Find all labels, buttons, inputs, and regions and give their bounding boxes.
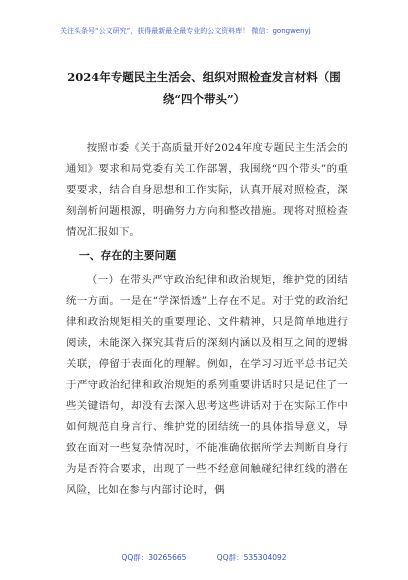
document-title: 2024年专题民主生活会、组织对照检查发言材料（围绕“四个带头”） bbox=[67, 70, 341, 106]
header-promo-note: 关注头条号“公文研究”，获得最新最全最专业的公文资料库！ 微信：gongwenyj bbox=[60, 27, 311, 35]
intro-paragraph: 按照市委《关于高质量开好2024年度专题民主生活会的通知》要求和局党委有关工作部署，我围绕“四个带头”的重要要求，结合自身思想和工作实际，认真开展对照检查，深刻剖析问题根源，明确努力方向和整改措施。现将对照检查情况汇报如下。 bbox=[66, 142, 348, 238]
footer-qq-group-2: QQ群：535304092 bbox=[216, 553, 287, 562]
problem-item-1-paragraph: （一）在带头严守政治纪律和政治规矩，维护党的团结统一方面。一是在“学深悟透”上存在不足。对于党的政治纪律和政治规矩相关的重要理论、文件精神，只是简单地进行阅读，未能深入探究其背后的深刻内涵以及相互之间的逻辑关联，停留于表面化的理解。例如，在学习习近平总书记关于严守政治纪律和政治规矩的系列重要讲话时只是记住了一些关键语句，却没有去深入思考这些讲话对于在实际工作中如何规范自身言行、维护党的团结统一的具体指导意义，导致在面对一些复杂情况时，不能准确依据所学去判断自身行为是否符合要求，出现了一些不经意间触碰纪律红线的潜在风险，比如在参与内部讨论时，偶 bbox=[66, 274, 348, 496]
footer-qq-group-1: QQ群：30265665 bbox=[121, 553, 187, 562]
section-heading-problems: 一、存在的主要问题 bbox=[78, 249, 177, 262]
footer-contact bbox=[0, 552, 408, 564]
